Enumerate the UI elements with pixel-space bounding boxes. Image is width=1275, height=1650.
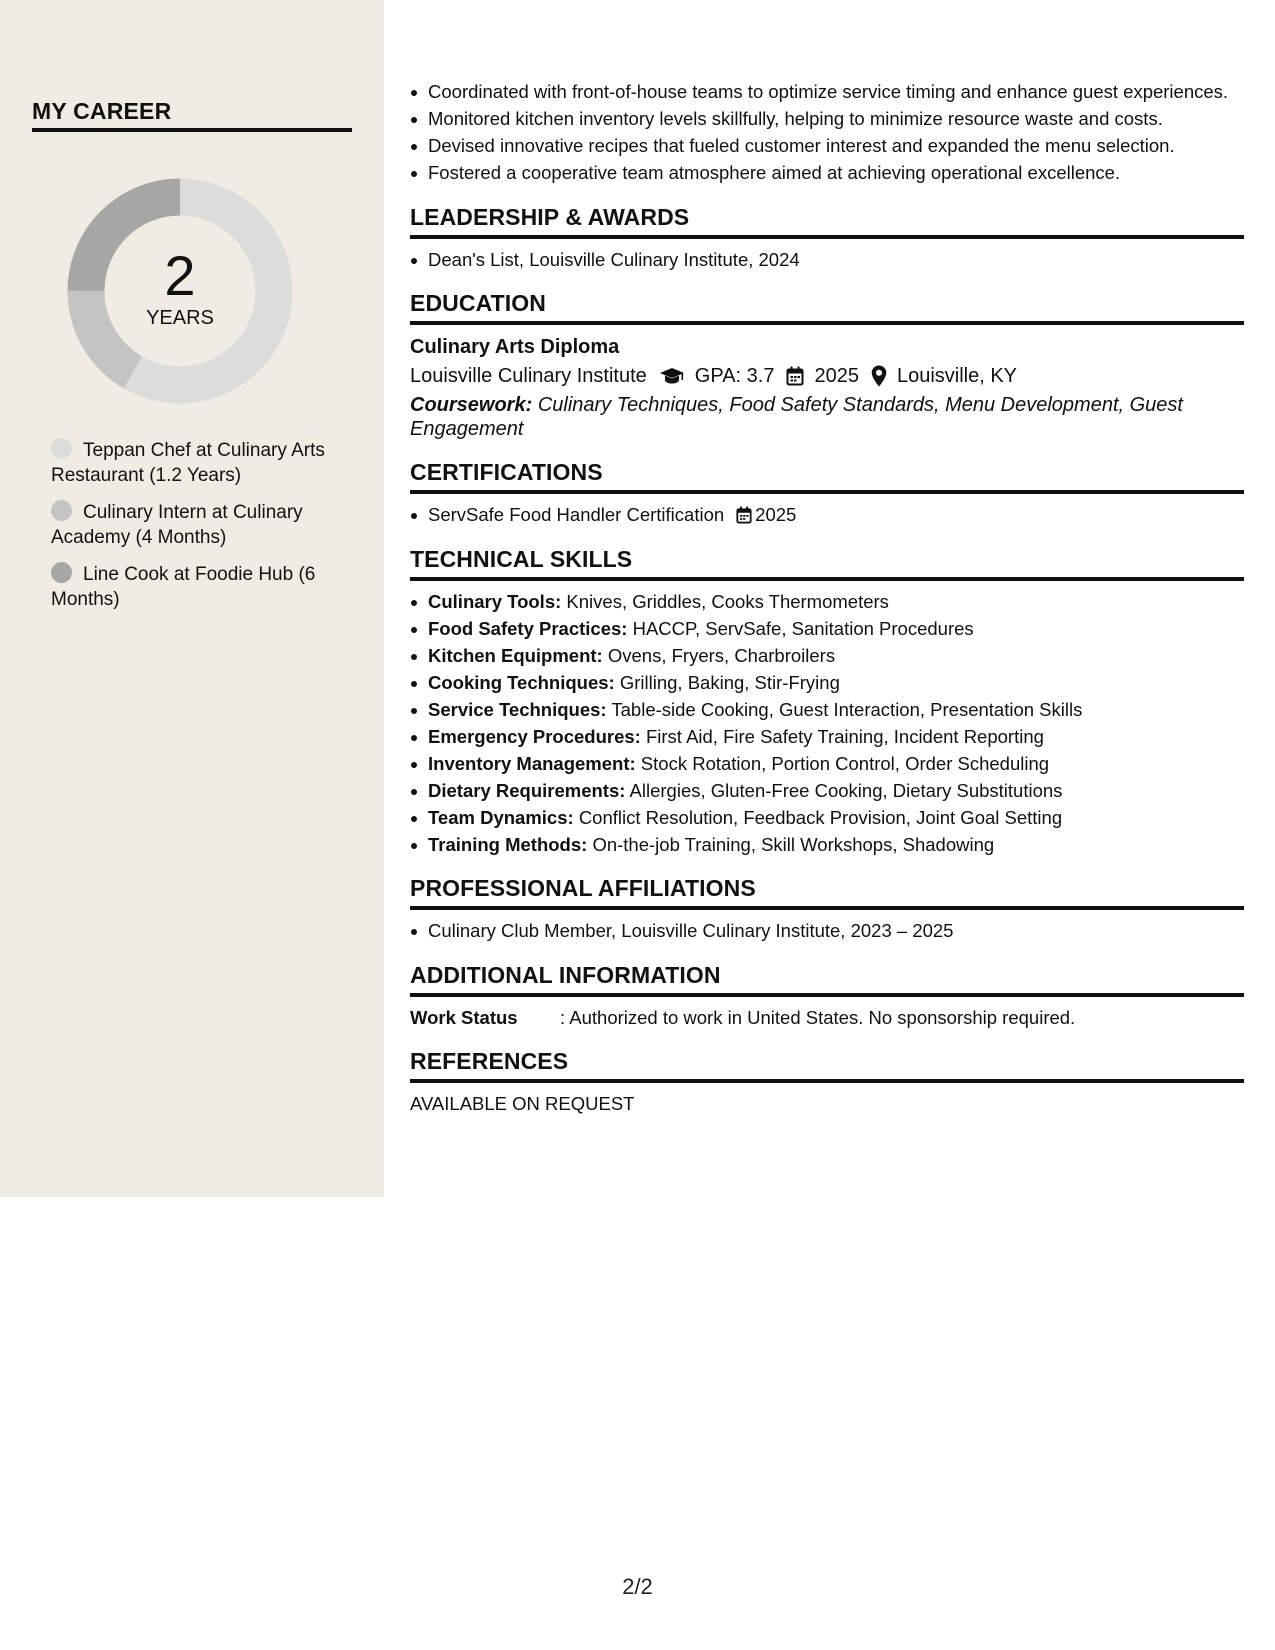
certification-name: ServSafe Food Handler Certification [428,504,725,525]
graduation-cap-icon [659,367,685,385]
skill-value: Table-side Cooking, Guest Interaction, Presentation Skills [611,698,1083,720]
legend-label: Culinary Intern at Culinary Academy (4 Months) [51,502,303,548]
career-legend [51,438,341,624]
skill-item [410,725,1244,750]
affiliations-title: PROFESSIONAL AFFILIATIONS [410,875,1244,910]
skill-value: On-the-job Training, Skill Workshops, Shadowing [592,833,995,855]
skill-item [410,617,1244,642]
skill-item [410,590,1244,615]
references-text: AVAILABLE ON REQUEST [410,1092,635,1114]
legend-label: Line Cook at Foodie Hub (6 Months) [51,564,316,610]
skill-value: Allergies, Gluten-Free Cooking, Dietary Substitutions [629,779,1063,801]
legend-item [51,562,341,612]
legend-label: Teppan Chef at Culinary Arts Restaurant (1.2 Years) [51,440,325,486]
experience-bullet: Devised innovative recipes that fueled customer interest and expanded the menu selection. [410,134,1244,159]
skill-label: Food Safety Practices: [428,617,628,639]
experience-bullet: Fostered a cooperative team atmosphere aimed at achieving operational excellence. [410,161,1244,186]
legend-dot-icon [51,562,72,583]
skill-label: Kitchen Equipment: [428,644,603,666]
calendar-icon [786,366,804,386]
skill-label: Cooking Techniques: [428,671,615,693]
legend-dot-icon [51,438,72,459]
legend-dot-icon [51,500,72,521]
skill-item [410,698,1244,723]
education-degree: Culinary Arts Diploma [410,336,620,358]
skill-item [410,671,1244,696]
skill-value: Ovens, Fryers, Charbroilers [607,644,836,666]
donut-value: 2 [164,243,196,307]
certifications-title: CERTIFICATIONS [410,459,1244,494]
education-year: 2025 [814,365,859,387]
education-details [410,361,1244,391]
sidebar [0,0,384,1197]
education-coursework [410,393,1244,441]
location-pin-icon [871,365,887,387]
work-status-label: Work Status [410,1006,518,1028]
work-status-row [410,1006,1244,1030]
calendar-icon [736,506,752,524]
experience-bullets [410,80,1244,186]
legend-item [51,438,341,488]
experience-bullet: Coordinated with front-of-house teams to optimize service timing and enhance guest experiences. [410,80,1244,105]
skill-item [410,806,1244,831]
skill-label: Training Methods: [428,833,588,855]
skill-value: Conflict Resolution, Feedback Provision, Joint Goal Setting [578,806,1063,828]
main-content [410,80,1244,1116]
experience-bullet: Monitored kitchen inventory levels skillfully, helping to minimize resource waste and costs. [410,107,1244,132]
education-location: Louisville, KY [896,365,1018,387]
coursework-label: Coursework: [410,394,533,416]
education-school: Louisville Culinary Institute [410,365,647,387]
leadership-list [410,248,1244,273]
skill-label: Service Techniques: [428,698,607,720]
skill-item [410,779,1244,804]
legend-item [51,500,341,550]
skill-label: Team Dynamics: [428,806,574,828]
page-number: 2/2 [622,1574,653,1599]
skill-value: First Aid, Fire Safety Training, Incident Reporting [645,725,1044,747]
donut-unit: YEARS [146,306,214,329]
skill-item [410,752,1244,777]
skill-value: Grilling, Baking, Stir-Frying [619,671,840,693]
skill-label: Culinary Tools: [428,590,562,612]
donut-center [67,178,293,404]
education-gpa: GPA: 3.7 [694,365,775,387]
skill-value: Knives, Griddles, Cooks Thermometers [566,590,889,612]
additional-info-title: ADDITIONAL INFORMATION [410,962,1244,997]
skills-title: TECHNICAL SKILLS [410,546,1244,581]
skill-label: Emergency Procedures: [428,725,641,747]
leadership-title: LEADERSHIP & AWARDS [410,204,1244,239]
certification-item [410,503,1244,528]
work-status-value: : Authorized to work in United States. No sponsorship required. [560,1006,1076,1028]
career-heading: MY CAREER [32,98,352,132]
skill-item [410,644,1244,669]
education-title: EDUCATION [410,290,1244,325]
skill-item [410,833,1244,858]
skill-label: Inventory Management: [428,752,636,774]
certifications-list [410,503,1244,528]
affiliations-list [410,919,1244,944]
skills-list [410,590,1244,858]
coursework-text: Culinary Techniques, Food Safety Standards, Menu Development, Guest Engagement [410,394,1183,440]
affiliation-item: Culinary Club Member, Louisville Culinary Institute, 2023 – 2025 [410,919,1244,944]
career-donut-chart [67,178,293,404]
certification-year: 2025 [755,504,797,525]
skill-value: Stock Rotation, Portion Control, Order Scheduling [640,752,1050,774]
leadership-item: Dean's List, Louisville Culinary Institute, 2024 [410,248,1244,273]
skill-value: HACCP, ServSafe, Sanitation Procedures [632,617,974,639]
skill-label: Dietary Requirements: [428,779,626,801]
references-title: REFERENCES [410,1048,1244,1083]
